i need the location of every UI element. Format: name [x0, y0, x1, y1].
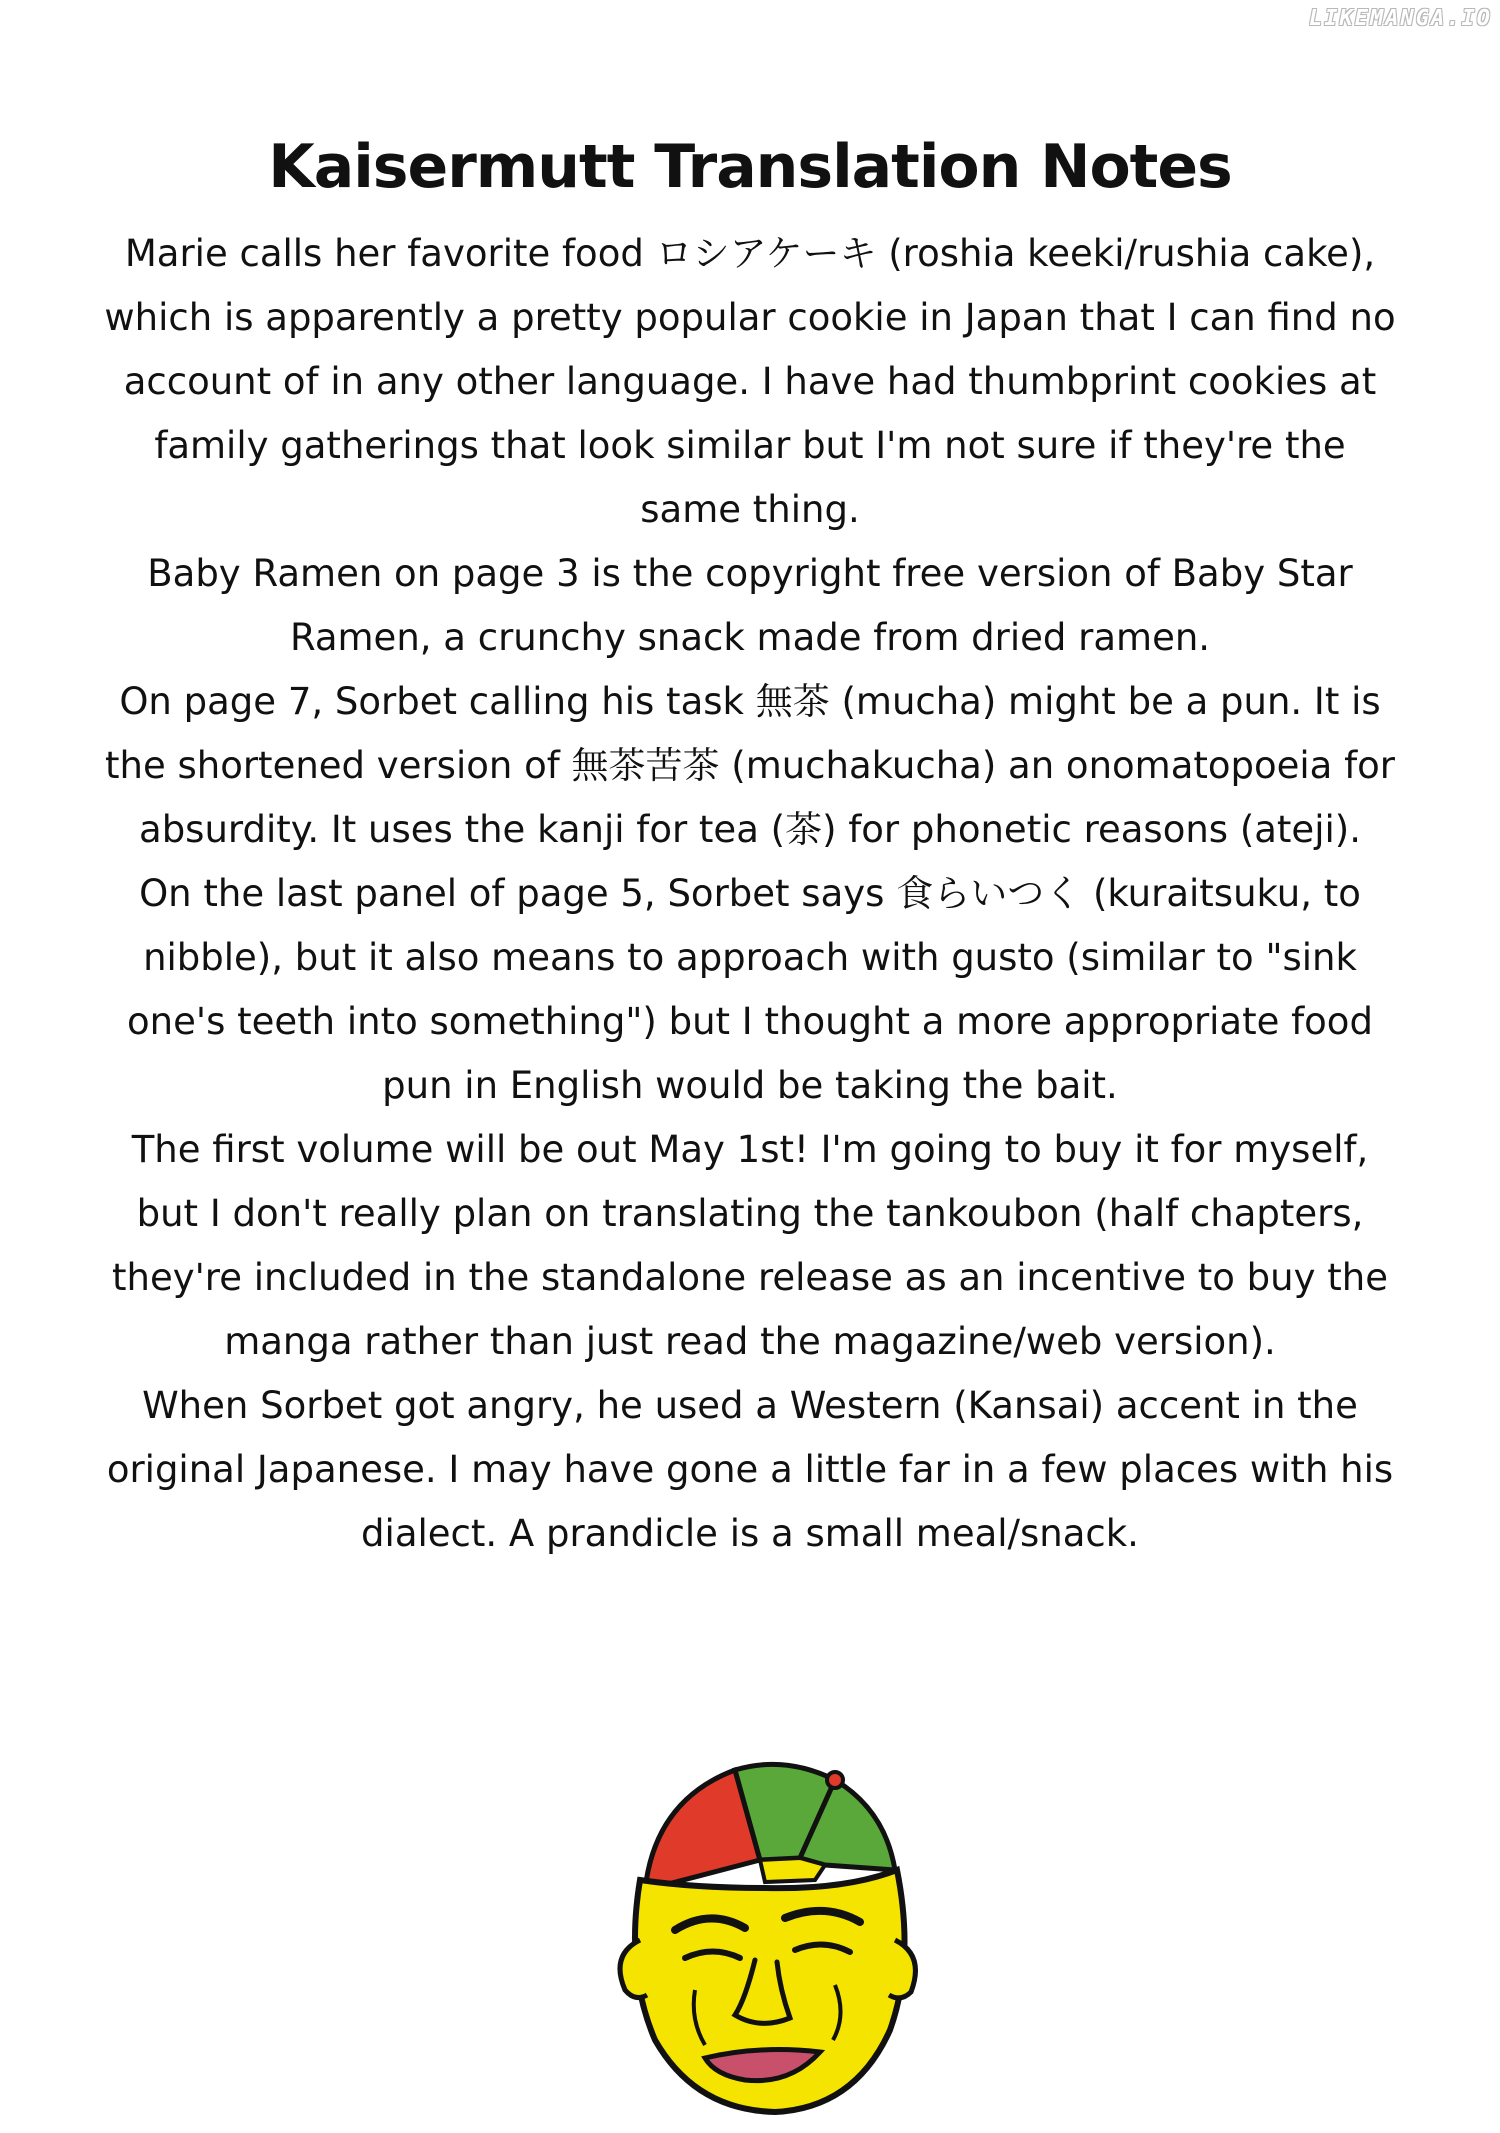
cap-button [827, 1772, 843, 1788]
note-paragraph: The first volume will be out May 1st! I'm going to buy it for myself, but I don't really plan on translating the tankoubon (half chapters, they're included in the standalone release as an incentive to buy the manga rather than just read the magazine/web version). [112, 1128, 1388, 1363]
note-paragraph: Baby Ramen on page 3 is the copyright free version of Baby Star Ramen, a crunchy snack made from dried ramen. [147, 552, 1353, 659]
note-paragraph: Marie calls her favorite food ロシアケーキ (roshia keeki/rushia cake), which is apparently a pretty popular cookie in Japan that I can find no account of in any other language. I have had thumbprint cookies at family gatherings that look similar but I'm not sure if they're the same thing. [104, 232, 1396, 531]
mascot-icon [585, 1740, 945, 2120]
note-paragraph: On page 7, Sorbet calling his task 無茶 (mucha) might be a pun. It is the shortened version of 無茶苦茶 (muchakucha) an onomatopoeia for absurdity. It uses the kanji for tea (茶) for phonetic reasons (ateji). [105, 680, 1395, 851]
page-title: Kaisermutt Translation Notes [268, 132, 1232, 202]
note-paragraph: When Sorbet got angry, he used a Western (Kansai) accent in the original Japanese. I may have gone a little far in a few places with his dialect. A prandicle is a small meal/snack. [106, 1384, 1394, 1555]
cap-yellow-segment [760, 1858, 825, 1882]
note-paragraph: On the last panel of page 5, Sorbet says 食らいつく (kuraitsuku, to nibble), but it also means to approach with gusto (similar to "sink one's teeth into something") but I thought a more appropriate food pun in English would be taking the bait. [127, 872, 1373, 1107]
watermark: LIKEMANGA.IO [1309, 6, 1492, 31]
translation-notes [100, 222, 1400, 1566]
